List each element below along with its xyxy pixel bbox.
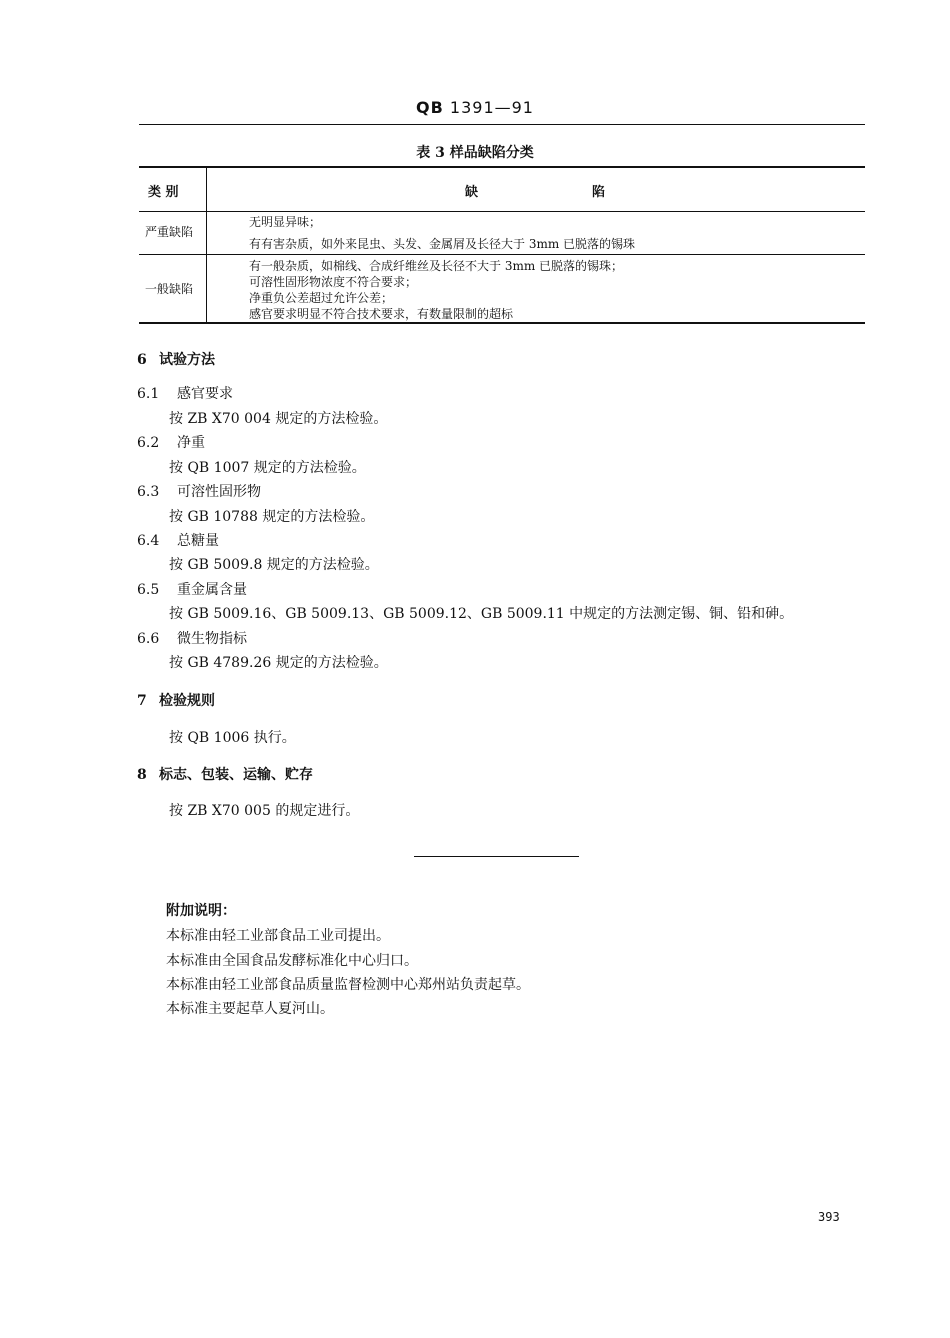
row-category-serious: 严重缺陷 bbox=[145, 225, 194, 239]
subsection-number: 6.1 bbox=[137, 386, 160, 402]
defect-line: 有一般杂质，如棉线、合成纤维丝及长径不大于 3mm 已脱落的锡珠； bbox=[249, 259, 624, 273]
subsection-6-1-heading bbox=[137, 383, 233, 403]
standard-number: 1391—91 bbox=[449, 98, 534, 117]
table-caption: 表 3 样品缺陷分类 bbox=[416, 145, 534, 161]
note-line: 本标准由全国食品发酵标准化中心归口。 bbox=[166, 953, 418, 969]
section-8-text: 按 ZB X70 005 的规定进行。 bbox=[169, 803, 360, 819]
defect-line: 净重负公差超过允许公差； bbox=[249, 291, 394, 305]
defect-line: 感官要求明显不符合技术要求，有数量限制的超标 bbox=[249, 307, 514, 321]
subsection-number: 6.6 bbox=[137, 631, 160, 647]
table-bottom-border bbox=[139, 322, 865, 324]
subsection-6-3-heading bbox=[137, 481, 261, 501]
subsection-6-4-text: 按 GB 5009.8 规定的方法检验。 bbox=[169, 557, 379, 573]
subsection-6-6-text: 按 GB 4789.26 规定的方法检验。 bbox=[169, 655, 388, 671]
notes-title: 附加说明： bbox=[166, 903, 236, 919]
subsection-title: 重金属含量 bbox=[177, 582, 247, 598]
standard-prefix: QB bbox=[416, 98, 444, 117]
section-7-text: 按 QB 1006 执行。 bbox=[169, 730, 296, 746]
table-column-divider bbox=[206, 166, 207, 323]
section-6-heading bbox=[137, 349, 215, 369]
section-8-heading bbox=[137, 764, 313, 784]
subsection-6-4-heading bbox=[137, 530, 219, 550]
column-header-category: 类 别 bbox=[148, 185, 179, 200]
subsection-number: 6.5 bbox=[137, 582, 160, 598]
column-header-defect-char-1: 缺 bbox=[465, 185, 479, 200]
subsection-number: 6.2 bbox=[137, 435, 160, 451]
page-number: 393 bbox=[818, 1210, 840, 1224]
subsection-6-2-text: 按 QB 1007 规定的方法检验。 bbox=[169, 460, 366, 476]
subsection-6-1-text: 按 ZB X70 004 规定的方法检验。 bbox=[169, 411, 388, 427]
defect-line: 有有害杂质，如外来昆虫、头发、金属屑及长径大于 3mm 已脱落的锡珠 bbox=[249, 237, 636, 251]
note-line: 本标准由轻工业部食品工业司提出。 bbox=[166, 928, 390, 944]
note-line: 本标准主要起草人夏河山。 bbox=[166, 1001, 334, 1017]
subsection-title: 感官要求 bbox=[177, 386, 233, 402]
row-category-general: 一般缺陷 bbox=[145, 282, 194, 296]
subsection-6-2-heading bbox=[137, 432, 205, 452]
subsection-title: 微生物指标 bbox=[177, 631, 247, 647]
subsection-number: 6.3 bbox=[137, 484, 160, 500]
subsection-title: 净重 bbox=[177, 435, 205, 451]
header-rule bbox=[139, 124, 865, 125]
section-title: 试验方法 bbox=[159, 352, 215, 368]
subsection-title: 总糖量 bbox=[177, 533, 219, 549]
section-number: 6 bbox=[137, 352, 147, 368]
note-line: 本标准由轻工业部食品质量监督检测中心郑州站负责起草。 bbox=[166, 977, 530, 993]
table-top-border bbox=[139, 166, 865, 168]
section-title: 标志、包装、运输、贮存 bbox=[159, 767, 313, 783]
subsection-title: 可溶性固形物 bbox=[177, 484, 261, 500]
subsection-number: 6.4 bbox=[137, 533, 160, 549]
subsection-6-5-heading bbox=[137, 579, 247, 599]
section-7-heading bbox=[137, 690, 215, 710]
table-header-border bbox=[139, 211, 865, 212]
document-code bbox=[0, 98, 950, 117]
defect-line: 可溶性固形物浓度不符合要求； bbox=[249, 275, 418, 289]
defect-line: 无明显异味； bbox=[249, 215, 322, 229]
section-title: 检验规则 bbox=[159, 693, 215, 709]
end-divider bbox=[414, 856, 579, 857]
column-header-defect-char-2: 陷 bbox=[592, 185, 606, 200]
subsection-6-3-text: 按 GB 10788 规定的方法检验。 bbox=[169, 509, 375, 525]
table-row-divider bbox=[139, 254, 865, 255]
subsection-6-6-heading bbox=[137, 628, 247, 648]
section-number: 8 bbox=[137, 767, 147, 783]
subsection-6-5-text: 按 GB 5009.16、GB 5009.13、GB 5009.12、GB 5009.11 中规定的方法测定锡、铜、铅和砷。 bbox=[169, 606, 794, 622]
section-number: 7 bbox=[137, 693, 147, 709]
